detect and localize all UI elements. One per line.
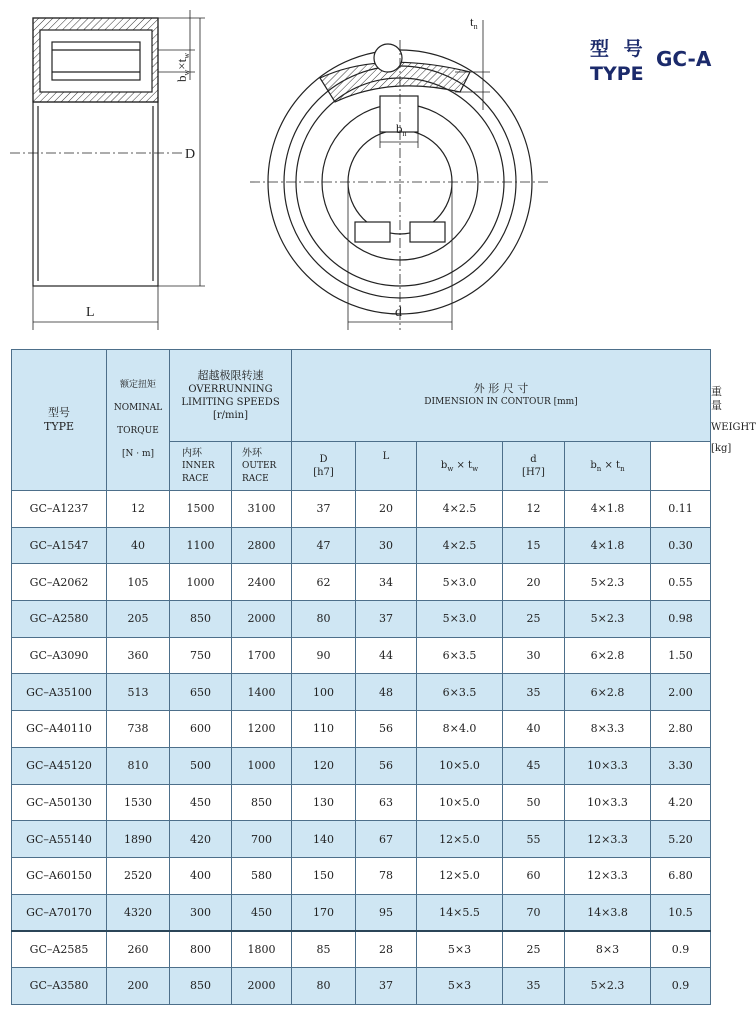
table-cell: 30 bbox=[503, 637, 565, 674]
table-cell: 100 bbox=[292, 674, 356, 711]
table-cell: 300 bbox=[170, 894, 232, 931]
table-cell: GC–A35100 bbox=[12, 674, 107, 711]
table-cell: 95 bbox=[356, 894, 417, 931]
table-cell: 20 bbox=[503, 564, 565, 601]
table-cell: 150 bbox=[292, 857, 356, 894]
table-cell: 15 bbox=[503, 527, 565, 564]
table-cell: 105 bbox=[107, 564, 170, 601]
table-cell: GC–A45120 bbox=[12, 747, 107, 784]
table-cell: 2.80 bbox=[651, 711, 711, 748]
table-cell: 4×1.8 bbox=[565, 491, 651, 528]
header-inner: 内环 INNER RACE bbox=[170, 442, 232, 491]
title-block bbox=[590, 30, 717, 90]
table-cell: 12 bbox=[503, 491, 565, 528]
table-cell: 200 bbox=[107, 967, 170, 1004]
table-cell: 12×3.3 bbox=[565, 821, 651, 858]
table-cell: 3100 bbox=[232, 491, 292, 528]
table-row bbox=[12, 784, 711, 821]
table-cell: 6×2.8 bbox=[565, 674, 651, 711]
label-bn: $b_n$ bbox=[396, 121, 407, 138]
table-cell: 650 bbox=[170, 674, 232, 711]
front-view bbox=[250, 20, 550, 330]
table-cell: 1890 bbox=[107, 821, 170, 858]
table-cell: 1400 bbox=[232, 674, 292, 711]
table-cell: 8×4.0 bbox=[417, 711, 503, 748]
table-cell: 1.50 bbox=[651, 637, 711, 674]
header-bw-tw: $b_w \times t_w$ bbox=[417, 442, 503, 491]
table-cell: GC–A50130 bbox=[12, 784, 107, 821]
table-cell: 6×3.5 bbox=[417, 674, 503, 711]
table-cell: 25 bbox=[503, 601, 565, 638]
table-cell: 56 bbox=[356, 747, 417, 784]
label-d: d bbox=[395, 305, 402, 320]
table-cell: 6×2.8 bbox=[565, 637, 651, 674]
table-cell: 580 bbox=[232, 857, 292, 894]
table-cell: GC–A1237 bbox=[12, 491, 107, 528]
table-cell: 600 bbox=[170, 711, 232, 748]
table-cell: 850 bbox=[232, 784, 292, 821]
table-cell: 205 bbox=[107, 601, 170, 638]
table-cell: 1200 bbox=[232, 711, 292, 748]
table-cell: 400 bbox=[170, 857, 232, 894]
table-cell: 37 bbox=[356, 967, 417, 1004]
table-cell: 10×3.3 bbox=[565, 747, 651, 784]
table-cell: GC–A70170 bbox=[12, 894, 107, 931]
table-cell: 70 bbox=[503, 894, 565, 931]
table-cell: 1500 bbox=[170, 491, 232, 528]
table-cell: 513 bbox=[107, 674, 170, 711]
table-row bbox=[12, 527, 711, 564]
table-cell: 5×2.3 bbox=[565, 564, 651, 601]
table-cell: 1000 bbox=[170, 564, 232, 601]
table-cell: 1100 bbox=[170, 527, 232, 564]
table-row bbox=[12, 931, 711, 968]
table-cell: 4.20 bbox=[651, 784, 711, 821]
table-cell: 78 bbox=[356, 857, 417, 894]
table-cell: 750 bbox=[170, 637, 232, 674]
table-row bbox=[12, 711, 711, 748]
table-row bbox=[12, 601, 711, 638]
table-cell: 2.00 bbox=[651, 674, 711, 711]
table-cell: 12×5.0 bbox=[417, 857, 503, 894]
table-cell: 1530 bbox=[107, 784, 170, 821]
table-row bbox=[12, 491, 711, 528]
table-cell: 10×3.3 bbox=[565, 784, 651, 821]
table-cell: 12×5.0 bbox=[417, 821, 503, 858]
table-cell: 10.5 bbox=[651, 894, 711, 931]
table-cell: 700 bbox=[232, 821, 292, 858]
table-row bbox=[12, 821, 711, 858]
table-cell: 8×3.3 bbox=[565, 711, 651, 748]
table-cell: GC–A2062 bbox=[12, 564, 107, 601]
table-cell: 0.30 bbox=[651, 527, 711, 564]
table-cell: 34 bbox=[356, 564, 417, 601]
table-cell: 5×3.0 bbox=[417, 564, 503, 601]
table-cell: 1700 bbox=[232, 637, 292, 674]
label-L: L bbox=[86, 305, 95, 320]
table-cell: 810 bbox=[107, 747, 170, 784]
table-cell: GC–A55140 bbox=[12, 821, 107, 858]
table-cell: 450 bbox=[232, 894, 292, 931]
table-cell: 0.9 bbox=[651, 967, 711, 1004]
table-cell: 360 bbox=[107, 637, 170, 674]
title-cn: 型 号 bbox=[590, 38, 647, 60]
table-cell: 12 bbox=[107, 491, 170, 528]
header-bn-tn: $b_n \times t_n$ bbox=[565, 442, 651, 491]
table-cell: 14×5.5 bbox=[417, 894, 503, 931]
table-cell: 450 bbox=[170, 784, 232, 821]
side-view bbox=[10, 10, 205, 330]
table-cell: 37 bbox=[292, 491, 356, 528]
table-cell: GC–A60150 bbox=[12, 857, 107, 894]
table-cell: 14×3.8 bbox=[565, 894, 651, 931]
header-type: 型号 TYPE bbox=[12, 350, 107, 491]
label-D: D bbox=[185, 147, 196, 162]
table-cell: 48 bbox=[356, 674, 417, 711]
table-cell: GC–A1547 bbox=[12, 527, 107, 564]
table-cell: 28 bbox=[356, 931, 417, 968]
table-cell: 67 bbox=[356, 821, 417, 858]
table-cell: 1800 bbox=[232, 931, 292, 968]
table-cell: 110 bbox=[292, 711, 356, 748]
table-cell: 85 bbox=[292, 931, 356, 968]
table-cell: GC–A2580 bbox=[12, 601, 107, 638]
table-cell: 738 bbox=[107, 711, 170, 748]
header-torque: 额定扭矩 NOMINAL TORQUE [N · m] bbox=[107, 350, 170, 491]
table-cell: 63 bbox=[356, 784, 417, 821]
table-cell: 0.9 bbox=[651, 931, 711, 968]
table-cell: 60 bbox=[503, 857, 565, 894]
table-cell: 170 bbox=[292, 894, 356, 931]
table-cell: 40 bbox=[107, 527, 170, 564]
header-L: L bbox=[356, 442, 417, 491]
table-cell: 25 bbox=[503, 931, 565, 968]
table-cell: 40 bbox=[503, 711, 565, 748]
table-cell: 850 bbox=[170, 967, 232, 1004]
table-cell: 5×3 bbox=[417, 967, 503, 1004]
table-cell: 140 bbox=[292, 821, 356, 858]
table-cell: GC–A3580 bbox=[12, 967, 107, 1004]
table-cell: 850 bbox=[170, 601, 232, 638]
header-D: D [h7] bbox=[292, 442, 356, 491]
table-cell: 80 bbox=[292, 967, 356, 1004]
table-cell: 12×3.3 bbox=[565, 857, 651, 894]
table-cell: 62 bbox=[292, 564, 356, 601]
label-bw-tw: $b_w\times t_w$ bbox=[174, 52, 191, 82]
table-cell: 30 bbox=[356, 527, 417, 564]
table-row bbox=[12, 967, 711, 1004]
table-cell: 2400 bbox=[232, 564, 292, 601]
header-speed: 超越极限转速 OVERRUNNING LIMITING SPEEDS [r/min] bbox=[170, 350, 292, 442]
table-cell: 130 bbox=[292, 784, 356, 821]
table-cell: 80 bbox=[292, 601, 356, 638]
table-cell: 5.20 bbox=[651, 821, 711, 858]
table-row bbox=[12, 564, 711, 601]
header-outer: 外环 OUTER RACE bbox=[232, 442, 292, 491]
title-model: GC-A bbox=[656, 47, 712, 71]
table-cell: 55 bbox=[503, 821, 565, 858]
table-cell: 5×2.3 bbox=[565, 967, 651, 1004]
table-cell: 4×2.5 bbox=[417, 527, 503, 564]
table-cell: 2520 bbox=[107, 857, 170, 894]
table-cell: 800 bbox=[170, 931, 232, 968]
table-row bbox=[12, 747, 711, 784]
table-cell: 0.98 bbox=[651, 601, 711, 638]
table-cell: 6×3.5 bbox=[417, 637, 503, 674]
table-cell: 2000 bbox=[232, 601, 292, 638]
table-cell: 5×3 bbox=[417, 931, 503, 968]
table-cell: 47 bbox=[292, 527, 356, 564]
table-row bbox=[12, 637, 711, 674]
table-cell: 20 bbox=[356, 491, 417, 528]
table-cell: 4320 bbox=[107, 894, 170, 931]
table-cell: 35 bbox=[503, 967, 565, 1004]
table-cell: 50 bbox=[503, 784, 565, 821]
table-cell: 4×1.8 bbox=[565, 527, 651, 564]
table-cell: 45 bbox=[503, 747, 565, 784]
table-cell: GC–A3090 bbox=[12, 637, 107, 674]
table-cell: 10×5.0 bbox=[417, 747, 503, 784]
table-cell: 2800 bbox=[232, 527, 292, 564]
spec-table: 型号 TYPE 额定扭矩 NOMINAL TORQUE [N · m] 超越极限转速 OVERRUNNING LIMITING SPEEDS [r/min] 外 形 尺 寸 DIMENSION IN CONTOUR [mm] 重量 WEIGHT [kg] 内环 INNER RACE 外环 OUTER RACE D [h7] L $b_w \times t_w$ d [H7] $b_n \times t_n$ GC–A1237 12 1500 3100 37 20 4×2.5 12 4×1.8 0.11 GC–A1547 40 1100 2800 47 30 4×2.5 15 4×1.8 0.30 GC–A2062 105 1000 2400 62 34 5×3.0 20 5×2.3 0.55 GC–A2580 205 850 2000 80 37 5×3.0 25 5×2.3 0.98 GC–A3090 360 750 1700 90 44 6×3.5 30 6×2.8 1.50 GC–A35100 513 650 1400 100 48 6×3.5 35 6×2.8 2.00 GC–A40110 738 600 1200 110 56 8×4.0 40 8×3.3 2.80 GC–A45120 810 500 1000 120 56 10×5.0 45 10×3.3 3.30 GC–A50130 1530 450 850 130 63 10×5.0 50 10×3.3 4.20 GC–A55140 1890 420 700 140 67 12×5.0 55 12×3.3 5.20 GC–A60150 2520 400 580 150 78 12×5.0 60 12×3.3 6.80 GC–A70170 4320 300 450 170 95 14×5.5 70 14×3.8 10.5 GC–A2585 260 800 1800 85 28 5×3 25 8×3 0.9 GC–A3580 200 850 2000 80 37 5×3 35 5×2.3 0.9 bbox=[11, 349, 711, 1005]
label-tn: $t_n$ bbox=[470, 14, 478, 31]
spec-table-body bbox=[12, 491, 711, 1005]
table-cell: 1000 bbox=[232, 747, 292, 784]
header-d: d [H7] bbox=[503, 442, 565, 491]
table-cell: 5×2.3 bbox=[565, 601, 651, 638]
table-cell: GC–A40110 bbox=[12, 711, 107, 748]
table-cell: 44 bbox=[356, 637, 417, 674]
table-cell: 56 bbox=[356, 711, 417, 748]
table-cell: 5×3.0 bbox=[417, 601, 503, 638]
table-cell: 6.80 bbox=[651, 857, 711, 894]
table-cell: 120 bbox=[292, 747, 356, 784]
table-cell: GC–A2585 bbox=[12, 931, 107, 968]
table-cell: 35 bbox=[503, 674, 565, 711]
table-cell: 4×2.5 bbox=[417, 491, 503, 528]
table-cell: 500 bbox=[170, 747, 232, 784]
table-cell: 0.55 bbox=[651, 564, 711, 601]
table-cell: 420 bbox=[170, 821, 232, 858]
table-cell: 3.30 bbox=[651, 747, 711, 784]
table-cell: 10×5.0 bbox=[417, 784, 503, 821]
table-row bbox=[12, 857, 711, 894]
table-cell: 90 bbox=[292, 637, 356, 674]
table-cell: 8×3 bbox=[565, 931, 651, 968]
table-row bbox=[12, 674, 711, 711]
header-dimension: 外 形 尺 寸 DIMENSION IN CONTOUR [mm] bbox=[292, 350, 711, 442]
table-cell: 2000 bbox=[232, 967, 292, 1004]
table-row bbox=[12, 894, 711, 931]
table-cell: 37 bbox=[356, 601, 417, 638]
table-cell: 260 bbox=[107, 931, 170, 968]
table-cell: 0.11 bbox=[651, 491, 711, 528]
title-en: TYPE bbox=[590, 63, 644, 85]
